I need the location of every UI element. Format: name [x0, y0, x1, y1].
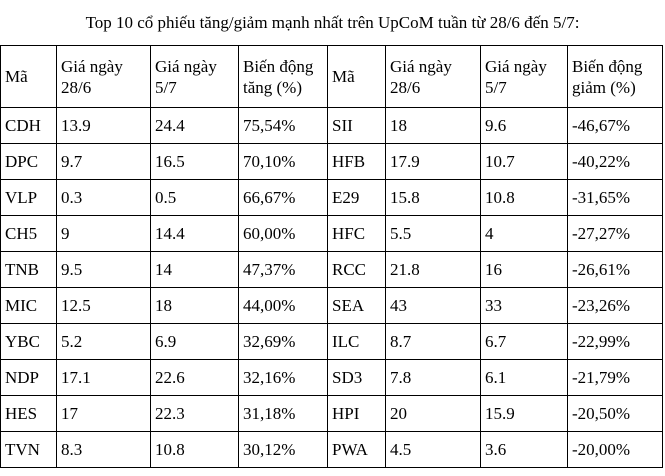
- down-code-cell: SD3: [328, 360, 386, 396]
- up-price-2806-cell: 9.7: [57, 144, 151, 180]
- up-change-cell: 31,18%: [239, 396, 328, 432]
- up-code-cell: HES: [1, 396, 57, 432]
- down-price-2806-cell: 15.8: [386, 180, 481, 216]
- header-row: [1, 46, 663, 108]
- table-caption: Top 10 cổ phiếu tăng/giảm mạnh nhất trên UpCoM tuần từ 28/6 đến 5/7:: [85, 13, 580, 32]
- up-price-2806-cell: 17.1: [57, 360, 151, 396]
- down-change-cell: -23,26%: [568, 288, 663, 324]
- up-code-cell: MIC: [1, 288, 57, 324]
- up-price-0507-cell: 22.6: [151, 360, 239, 396]
- up-change-cell: 47,37%: [239, 252, 328, 288]
- table-row: [1, 144, 663, 180]
- down-code-cell: HPI: [328, 396, 386, 432]
- down-price-0507-cell: 10.8: [481, 180, 568, 216]
- up-price-2806-cell: 17: [57, 396, 151, 432]
- header-line: Giá ngày: [61, 56, 123, 76]
- up-price-2806-cell: 9.5: [57, 252, 151, 288]
- header-line: 5/7: [155, 77, 177, 97]
- down-price-0507-cell: 33: [481, 288, 568, 324]
- up-price-0507-cell: 16.5: [151, 144, 239, 180]
- header-price-2806-up: [57, 46, 151, 108]
- header-line: Giá ngày: [155, 56, 217, 76]
- table-row: [1, 324, 663, 360]
- up-price-2806-cell: 13.9: [57, 108, 151, 144]
- header-code-up: Mã: [1, 46, 57, 108]
- header-change-up: [239, 46, 328, 108]
- header-code-down: Mã: [328, 46, 386, 108]
- down-price-2806-cell: 7.8: [386, 360, 481, 396]
- up-price-0507-cell: 0.5: [151, 180, 239, 216]
- down-price-2806-cell: 20: [386, 396, 481, 432]
- up-change-cell: 30,12%: [239, 432, 328, 468]
- up-code-cell: TNB: [1, 252, 57, 288]
- down-change-cell: -22,99%: [568, 324, 663, 360]
- down-price-0507-cell: 6.7: [481, 324, 568, 360]
- header-line: 5/7: [485, 77, 507, 97]
- down-code-cell: ILC: [328, 324, 386, 360]
- table-row: [1, 396, 663, 432]
- down-price-2806-cell: 18: [386, 108, 481, 144]
- up-price-0507-cell: 10.8: [151, 432, 239, 468]
- down-price-0507-cell: 16: [481, 252, 568, 288]
- down-price-2806-cell: 21.8: [386, 252, 481, 288]
- up-code-cell: NDP: [1, 360, 57, 396]
- down-price-2806-cell: 43: [386, 288, 481, 324]
- down-price-0507-cell: 6.1: [481, 360, 568, 396]
- down-price-0507-cell: 3.6: [481, 432, 568, 468]
- down-code-cell: PWA: [328, 432, 386, 468]
- header-price-0507-down: [481, 46, 568, 108]
- down-change-cell: -31,65%: [568, 180, 663, 216]
- up-change-cell: 66,67%: [239, 180, 328, 216]
- up-price-0507-cell: 6.9: [151, 324, 239, 360]
- up-price-0507-cell: 14.4: [151, 216, 239, 252]
- down-price-0507-cell: 15.9: [481, 396, 568, 432]
- up-price-2806-cell: 12.5: [57, 288, 151, 324]
- up-code-cell: CDH: [1, 108, 57, 144]
- table-body: [1, 46, 663, 468]
- up-code-cell: VLP: [1, 180, 57, 216]
- stock-movers-table: [0, 45, 663, 468]
- down-price-0507-cell: 9.6: [481, 108, 568, 144]
- down-change-cell: -46,67%: [568, 108, 663, 144]
- up-price-2806-cell: 8.3: [57, 432, 151, 468]
- down-code-cell: RCC: [328, 252, 386, 288]
- header-line: Biến động: [572, 56, 643, 76]
- up-change-cell: 70,10%: [239, 144, 328, 180]
- header-line: Biến động: [243, 56, 314, 76]
- header-line: Giá ngày: [390, 56, 452, 76]
- up-change-cell: 60,00%: [239, 216, 328, 252]
- up-price-0507-cell: 22.3: [151, 396, 239, 432]
- down-price-2806-cell: 8.7: [386, 324, 481, 360]
- up-code-cell: TVN: [1, 432, 57, 468]
- up-code-cell: DPC: [1, 144, 57, 180]
- header-line: tăng (%): [243, 77, 303, 97]
- header-line: giảm (%): [572, 77, 636, 97]
- down-code-cell: SEA: [328, 288, 386, 324]
- header-line: 28/6: [61, 77, 92, 97]
- down-price-2806-cell: 5.5: [386, 216, 481, 252]
- up-change-cell: 75,54%: [239, 108, 328, 144]
- up-price-0507-cell: 18: [151, 288, 239, 324]
- down-change-cell: -27,27%: [568, 216, 663, 252]
- header-line: 28/6: [390, 77, 421, 97]
- table-row: [1, 288, 663, 324]
- down-price-2806-cell: 4.5: [386, 432, 481, 468]
- up-code-cell: CH5: [1, 216, 57, 252]
- down-change-cell: -20,50%: [568, 396, 663, 432]
- up-change-cell: 32,69%: [239, 324, 328, 360]
- table-row: [1, 360, 663, 396]
- header-change-down: [568, 46, 663, 108]
- down-price-2806-cell: 17.9: [386, 144, 481, 180]
- up-price-2806-cell: 9: [57, 216, 151, 252]
- down-price-0507-cell: 10.7: [481, 144, 568, 180]
- up-change-cell: 32,16%: [239, 360, 328, 396]
- down-code-cell: HFB: [328, 144, 386, 180]
- down-change-cell: -20,00%: [568, 432, 663, 468]
- up-price-2806-cell: 0.3: [57, 180, 151, 216]
- up-price-0507-cell: 14: [151, 252, 239, 288]
- down-change-cell: -21,79%: [568, 360, 663, 396]
- header-price-0507-up: [151, 46, 239, 108]
- up-code-cell: YBC: [1, 324, 57, 360]
- table-row: [1, 216, 663, 252]
- header-line: Giá ngày: [485, 56, 547, 76]
- up-price-2806-cell: 5.2: [57, 324, 151, 360]
- table-row: [1, 252, 663, 288]
- down-change-cell: -40,22%: [568, 144, 663, 180]
- header-price-2806-down: [386, 46, 481, 108]
- down-change-cell: -26,61%: [568, 252, 663, 288]
- down-code-cell: SII: [328, 108, 386, 144]
- down-code-cell: E29: [328, 180, 386, 216]
- up-price-0507-cell: 24.4: [151, 108, 239, 144]
- table-row: [1, 432, 663, 468]
- table-row: [1, 180, 663, 216]
- table-row: [1, 108, 663, 144]
- down-price-0507-cell: 4: [481, 216, 568, 252]
- down-code-cell: HFC: [328, 216, 386, 252]
- up-change-cell: 44,00%: [239, 288, 328, 324]
